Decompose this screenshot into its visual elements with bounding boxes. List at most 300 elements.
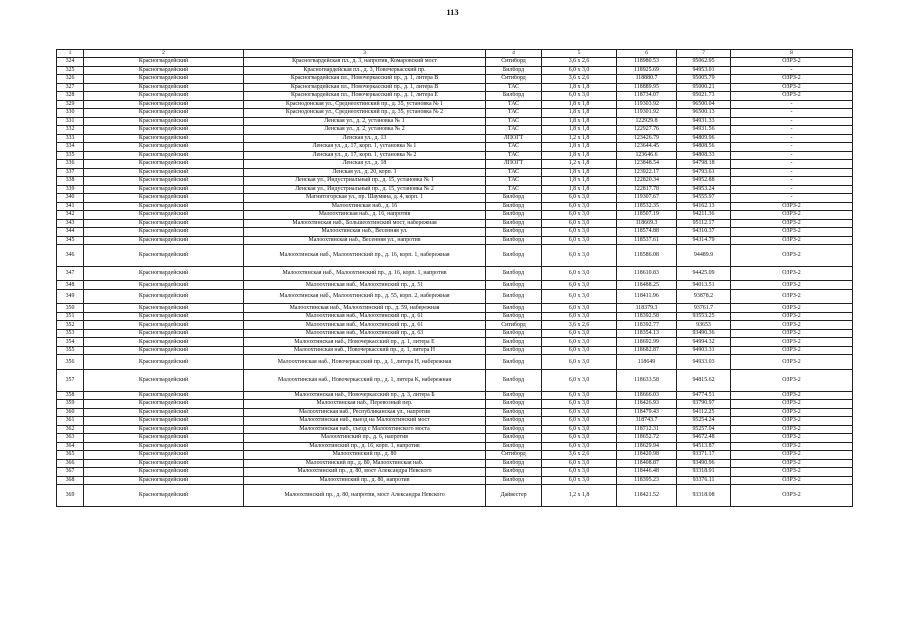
coordinate-x-cell: 118669.3 — [617, 219, 677, 228]
zone-cell: ОЗРЗ-2 — [731, 459, 853, 468]
row-number-cell: 353 — [57, 329, 84, 338]
district-cell: Красногвардейский — [84, 442, 244, 451]
structure-type-cell: Билборд — [486, 346, 542, 355]
zone-cell: ОЗРЗ-2 — [731, 417, 853, 426]
address-cell: Красногвардейская пл., Новочеркасский пр., д. 1, литера В — [244, 75, 486, 84]
address-cell: Малоохтинская наб., Перевозный пер. — [244, 400, 486, 409]
address-cell: Красногвардейская пл., Новочеркасский пр., д. 1, литера Е — [244, 92, 486, 101]
row-number-cell: 360 — [57, 408, 84, 417]
coordinate-y-cell: 94112.25 — [677, 408, 731, 417]
coordinate-y-cell: 94555.97 — [677, 194, 731, 203]
zone-cell: - — [731, 151, 853, 160]
zone-cell: ОЗРЗ-2 — [731, 92, 853, 101]
structure-type-cell: ТАС — [486, 151, 542, 160]
row-number-cell: 357 — [57, 370, 84, 392]
address-cell: Малоохтинская наб., д. 16 — [244, 202, 486, 211]
table-row — [57, 168, 853, 177]
zone-cell: ОЗРЗ-2 — [731, 355, 853, 370]
table-row — [57, 202, 853, 211]
address-cell: Краснодонская ул., Среднеохтинский пр., д. 35, установка № 1 — [244, 100, 486, 109]
district-cell: Красногвардейский — [84, 228, 244, 237]
coordinate-x-cell: 123922.17 — [617, 168, 677, 177]
address-cell: Малоохтинская наб., Весенняя ул., напротив — [244, 236, 486, 245]
zone-cell: ОЗРЗ-2 — [731, 476, 853, 485]
coordinate-y-cell: 96500.04 — [677, 100, 731, 109]
zone-cell: - — [731, 168, 853, 177]
size-cell: 6,0 х 3,0 — [542, 219, 617, 228]
coordinate-x-cell: 118392.58 — [617, 312, 677, 321]
district-cell: Красногвардейский — [84, 289, 244, 304]
district-cell: Красногвардейский — [84, 236, 244, 245]
coordinate-x-cell: 118980.53 — [617, 58, 677, 67]
district-cell: Красногвардейский — [84, 75, 244, 84]
coordinate-y-cell: 95021.73 — [677, 92, 731, 101]
zone-cell: ОЗРЗ-2 — [731, 219, 853, 228]
coordinate-x-cell: 118629.94 — [617, 442, 677, 451]
district-cell: Красногвардейский — [84, 83, 244, 92]
zone-cell: ОЗРЗ-2 — [731, 329, 853, 338]
size-cell: 1,2 х 1,8 — [542, 134, 617, 143]
district-cell: Красногвардейский — [84, 468, 244, 477]
coordinate-x-cell: 118682.87 — [617, 346, 677, 355]
zone-cell: - — [731, 194, 853, 203]
structure-type-cell: Билборд — [486, 355, 542, 370]
coordinate-y-cell: 93318.91 — [677, 468, 731, 477]
coordinate-x-cell: 118488.25 — [617, 281, 677, 290]
coordinate-x-cell: 118649 — [617, 355, 677, 370]
zone-cell: ОЗРЗ-2 — [731, 400, 853, 409]
row-number-cell: 358 — [57, 391, 84, 400]
address-cell: Малоохтинская наб., Малоохтинский пр., д. 55, корп. 2, набережная — [244, 289, 486, 304]
table-row — [57, 126, 853, 135]
coordinate-y-cell: 94808.33 — [677, 151, 731, 160]
structure-type-cell: ТАС — [486, 177, 542, 186]
row-number-cell: 348 — [57, 281, 84, 290]
district-cell: Красногвардейский — [84, 134, 244, 143]
size-cell: 6,0 х 3,0 — [542, 355, 617, 370]
column-header: 8 — [731, 50, 853, 58]
address-cell: Малоохтинская наб., Малоохтинский пр., д. 61 — [244, 321, 486, 330]
coordinate-x-cell: 118743.7 — [617, 417, 677, 426]
coordinate-y-cell: 94903.31 — [677, 346, 731, 355]
district-cell: Красногвардейский — [84, 177, 244, 186]
structure-type-cell: ТАС — [486, 117, 542, 126]
structure-type-cell: ТАС — [486, 109, 542, 118]
district-cell: Красногвардейский — [84, 417, 244, 426]
structure-type-cell: Билборд — [486, 391, 542, 400]
size-cell: 1,8 х 1,8 — [542, 143, 617, 152]
coordinate-x-cell: 118395.23 — [617, 476, 677, 485]
coordinate-x-cell: 118610.83 — [617, 266, 677, 281]
zone-cell: - — [731, 126, 853, 135]
table-row — [57, 425, 853, 434]
row-number-cell: 361 — [57, 417, 84, 426]
coordinate-y-cell: 93376.11 — [677, 476, 731, 485]
row-number-cell: 338 — [57, 177, 84, 186]
coordinate-y-cell: 94513.87 — [677, 442, 731, 451]
table-row — [57, 92, 853, 101]
row-number-cell: 336 — [57, 160, 84, 169]
coordinate-x-cell: 118392.77 — [617, 321, 677, 330]
structure-type-cell: Билборд — [486, 434, 542, 443]
size-cell: 1,2 х 1,8 — [542, 160, 617, 169]
district-cell: Красногвардейский — [84, 312, 244, 321]
table-row — [57, 289, 853, 304]
district-cell: Красногвардейский — [84, 370, 244, 392]
row-number-cell: 347 — [57, 266, 84, 281]
row-number-cell: 331 — [57, 117, 84, 126]
structure-type-cell: Билборд — [486, 289, 542, 304]
table-row — [57, 219, 853, 228]
row-number-cell: 365 — [57, 451, 84, 460]
zone-cell: - — [731, 66, 853, 75]
row-number-cell: 366 — [57, 459, 84, 468]
table-row — [57, 329, 853, 338]
coordinate-x-cell: 118666.03 — [617, 391, 677, 400]
table-row — [57, 476, 853, 485]
coordinate-x-cell: 118479.43 — [617, 408, 677, 417]
size-cell: 1,8 х 1,8 — [542, 177, 617, 186]
address-cell: Малоохтинский пр., д. 80, напротив, мост Александра Невского — [244, 485, 486, 507]
address-cell: Малоохтинская наб., Малоохтинский пр., д. 51 — [244, 281, 486, 290]
address-cell: Краснодонская ул., Среднеохтинский пр., д. 35, установка № 2 — [244, 109, 486, 118]
address-cell: Ленская ул., Индустриальный пр., д. 15, установка № 2 — [244, 185, 486, 194]
coordinate-y-cell: 94808.56 — [677, 143, 731, 152]
address-cell: Ленская ул., д. 17, корп. 1, установка № 2 — [244, 151, 486, 160]
address-cell: Малоохтинская наб., Малоохтинский пр., д. 16, корп. 1, напротив — [244, 266, 486, 281]
table-row — [57, 58, 853, 67]
row-number-cell: 345 — [57, 236, 84, 245]
table-row — [57, 75, 853, 84]
structure-type-cell: Ситиборд — [486, 451, 542, 460]
address-cell: Малоохтинская наб., Большеохтинский мост, набережная — [244, 219, 486, 228]
coordinate-y-cell: 93790.97 — [677, 400, 731, 409]
zone-cell: ОЗРЗ-2 — [731, 211, 853, 220]
table-row — [57, 211, 853, 220]
district-cell: Красногвардейский — [84, 211, 244, 220]
zone-cell: - — [731, 109, 853, 118]
coordinate-x-cell: 122927.76 — [617, 126, 677, 135]
size-cell: 6,0 х 3,0 — [542, 211, 617, 220]
zone-cell: - — [731, 134, 853, 143]
coordinate-y-cell: 94013.51 — [677, 281, 731, 290]
zone-cell: ОЗРЗ-2 — [731, 266, 853, 281]
table-row — [57, 408, 853, 417]
structure-type-cell: Билборд — [486, 202, 542, 211]
size-cell: 6,0 х 3,0 — [542, 66, 617, 75]
structure-type-cell: Билборд — [486, 468, 542, 477]
table-row — [57, 346, 853, 355]
structure-type-cell: ТАС — [486, 185, 542, 194]
table-row — [57, 434, 853, 443]
coordinate-x-cell: 118532.35 — [617, 202, 677, 211]
size-cell: 6,0 х 3,0 — [542, 476, 617, 485]
size-cell: 6,0 х 3,0 — [542, 194, 617, 203]
row-number-cell: 324 — [57, 58, 84, 67]
row-number-cell: 330 — [57, 109, 84, 118]
size-cell: 6,0 х 3,0 — [542, 442, 617, 451]
district-cell: Красногвардейский — [84, 400, 244, 409]
row-number-cell: 325 — [57, 66, 84, 75]
size-cell: 1,2 х 1,8 — [542, 485, 617, 507]
district-cell: Красногвардейский — [84, 92, 244, 101]
coordinate-x-cell: 118586.08 — [617, 245, 677, 267]
address-cell: Малоохтинская наб., Малоохтинский пр., д. 61 — [244, 312, 486, 321]
size-cell: 3,6 х 2,6 — [542, 451, 617, 460]
column-header: 1 — [57, 50, 84, 58]
address-cell: Ленская ул., д. 17, корп. 1, установка № 1 — [244, 143, 486, 152]
zone-cell: ОЗРЗ-2 — [731, 442, 853, 451]
district-cell: Красногвардейский — [84, 434, 244, 443]
zone-cell: - — [731, 160, 853, 169]
zone-cell: ОЗРЗ-2 — [731, 321, 853, 330]
address-cell: Ленская ул., Индустриальный пр., д. 15, установка № 1 — [244, 177, 486, 186]
structure-type-cell: Билборд — [486, 476, 542, 485]
row-number-cell: 368 — [57, 476, 84, 485]
coordinate-y-cell: 94994.32 — [677, 338, 731, 347]
row-number-cell: 333 — [57, 134, 84, 143]
table-row — [57, 442, 853, 451]
district-cell: Красногвардейский — [84, 100, 244, 109]
column-header: 6 — [617, 50, 677, 58]
address-cell: Малоохтинская наб., Малоохтинский пр., д. 16, корп. 1, набережная — [244, 245, 486, 267]
row-number-cell: 362 — [57, 425, 84, 434]
structure-type-cell: Билборд — [486, 408, 542, 417]
row-number-cell: 343 — [57, 219, 84, 228]
structure-type-cell: Билборд — [486, 329, 542, 338]
size-cell: 6,0 х 3,0 — [542, 202, 617, 211]
zone-cell: ОЗРЗ-2 — [731, 468, 853, 477]
row-number-cell: 328 — [57, 92, 84, 101]
size-cell: 6,0 х 3,0 — [542, 304, 617, 313]
district-cell: Красногвардейский — [84, 321, 244, 330]
district-cell: Красногвардейский — [84, 151, 244, 160]
structure-type-cell: Билборд — [486, 338, 542, 347]
district-cell: Красногвардейский — [84, 266, 244, 281]
address-cell: Малоохтинская наб., Новочеркасский пр., д. 1, литера Н, набережная — [244, 355, 486, 370]
row-number-cell: 369 — [57, 485, 84, 507]
zone-cell: ОЗРЗ-2 — [731, 281, 853, 290]
coordinate-y-cell: 96500.13 — [677, 109, 731, 118]
table-row — [57, 266, 853, 281]
size-cell: 3,6 х 2,6 — [542, 321, 617, 330]
structure-type-cell: ТАС — [486, 143, 542, 152]
coordinate-y-cell: 94162.13 — [677, 202, 731, 211]
register-table — [56, 49, 853, 507]
table-row — [57, 160, 853, 169]
row-number-cell: 351 — [57, 312, 84, 321]
address-cell: Магнитогорская ул., пр. Шаумяна, д. 4, корп. 1 — [244, 194, 486, 203]
table-row — [57, 391, 853, 400]
size-cell: 6,0 х 3,0 — [542, 228, 617, 237]
size-cell: 6,0 х 3,0 — [542, 312, 617, 321]
size-cell: 6,0 х 3,0 — [542, 370, 617, 392]
district-cell: Красногвардейский — [84, 391, 244, 400]
size-cell: 6,0 х 3,0 — [542, 245, 617, 267]
table-row — [57, 417, 853, 426]
zone-cell: ОЗРЗ-2 — [731, 304, 853, 313]
coordinate-x-cell: 118652.72 — [617, 434, 677, 443]
structure-type-cell: Билборд — [486, 281, 542, 290]
table-row — [57, 281, 853, 290]
size-cell: 6,0 х 3,0 — [542, 417, 617, 426]
structure-type-cell: Ситиборд — [486, 58, 542, 67]
size-cell: 3,6 х 2,6 — [542, 58, 617, 67]
address-cell: Малоохтинский пр., д. 80, мост Александра Невского — [244, 468, 486, 477]
coordinate-x-cell: 118712.31 — [617, 425, 677, 434]
table-row — [57, 245, 853, 267]
district-cell: Красногвардейский — [84, 66, 244, 75]
table-row — [57, 177, 853, 186]
page-number: 113 — [446, 7, 459, 17]
district-cell: Красногвардейский — [84, 117, 244, 126]
structure-type-cell: Билборд — [486, 304, 542, 313]
coordinate-y-cell: 95112.17 — [677, 219, 731, 228]
table-row — [57, 228, 853, 237]
coordinate-y-cell: 94931.56 — [677, 126, 731, 135]
district-cell: Красногвардейский — [84, 408, 244, 417]
table-row — [57, 400, 853, 409]
zone-cell: ОЗРЗ-2 — [731, 202, 853, 211]
table-row — [57, 117, 853, 126]
table-row — [57, 236, 853, 245]
zone-cell: ОЗРЗ-2 — [731, 485, 853, 507]
table-header-row — [57, 50, 853, 58]
table-row — [57, 143, 853, 152]
district-cell: Красногвардейский — [84, 425, 244, 434]
size-cell: 6,0 х 3,0 — [542, 266, 617, 281]
coordinate-x-cell: 123426.79 — [617, 134, 677, 143]
column-header: 7 — [677, 50, 731, 58]
address-cell: Малоохтинский пр., д. 80, напротив — [244, 476, 486, 485]
size-cell: 6,0 х 3,0 — [542, 400, 617, 409]
size-cell: 1,8 х 1,8 — [542, 109, 617, 118]
address-cell: Ленская ул., д. 2, установка № 1 — [244, 117, 486, 126]
district-cell: Красногвардейский — [84, 219, 244, 228]
row-number-cell: 341 — [57, 202, 84, 211]
coordinate-x-cell: 122929.8 — [617, 117, 677, 126]
coordinate-x-cell: 118889.95 — [617, 83, 677, 92]
coordinate-x-cell: 118574.88 — [617, 228, 677, 237]
structure-type-cell: Билборд — [486, 236, 542, 245]
row-number-cell: 334 — [57, 143, 84, 152]
zone-cell: - — [731, 117, 853, 126]
coordinate-x-cell: 118408.87 — [617, 459, 677, 468]
size-cell: 6,0 х 3,0 — [542, 408, 617, 417]
coordinate-x-cell: 118420.98 — [617, 451, 677, 460]
coordinate-y-cell: 94314.79 — [677, 236, 731, 245]
row-number-cell: 342 — [57, 211, 84, 220]
coordinate-x-cell: 122817.78 — [617, 185, 677, 194]
row-number-cell: 340 — [57, 194, 84, 203]
address-cell: Малоохтинская наб., Республиканская ул., напротив — [244, 408, 486, 417]
size-cell: 1,8 х 1,8 — [542, 168, 617, 177]
coordinate-y-cell: 93761.7 — [677, 304, 731, 313]
district-cell: Красногвардейский — [84, 185, 244, 194]
zone-cell: ОЗРЗ-2 — [731, 346, 853, 355]
district-cell: Красногвардейский — [84, 304, 244, 313]
address-cell: Ленская ул., д. 20, корп. 1 — [244, 168, 486, 177]
zone-cell: ОЗРЗ-2 — [731, 391, 853, 400]
table-row — [57, 370, 853, 392]
zone-cell: ОЗРЗ-2 — [731, 58, 853, 67]
coordinate-y-cell: 93490.96 — [677, 459, 731, 468]
coordinate-y-cell: 94672.48 — [677, 434, 731, 443]
coordinate-y-cell: 93653 — [677, 321, 731, 330]
size-cell: 6,0 х 3,0 — [542, 329, 617, 338]
structure-type-cell: Билборд — [486, 245, 542, 267]
zone-cell: - — [731, 100, 853, 109]
structure-type-cell: Ситиборд — [486, 75, 542, 84]
district-cell: Красногвардейский — [84, 476, 244, 485]
size-cell: 6,0 х 3,0 — [542, 434, 617, 443]
structure-type-cell: ТАС — [486, 83, 542, 92]
structure-type-cell: Билборд — [486, 312, 542, 321]
column-header: 3 — [244, 50, 486, 58]
column-header: 5 — [542, 50, 617, 58]
coordinate-x-cell: 118734.07 — [617, 92, 677, 101]
address-cell: Малоохтинская наб., Новочеркасский пр., д. 3, литера Б — [244, 391, 486, 400]
row-number-cell: 326 — [57, 75, 84, 84]
coordinate-x-cell: 118633.58 — [617, 370, 677, 392]
coordinate-y-cell: 94933.03 — [677, 355, 731, 370]
coordinate-y-cell: 95062.95 — [677, 58, 731, 67]
coordinate-y-cell: 94798.18 — [677, 160, 731, 169]
row-number-cell: 367 — [57, 468, 84, 477]
coordinate-y-cell: 94425.09 — [677, 266, 731, 281]
district-cell: Красногвардейский — [84, 355, 244, 370]
table-row — [57, 355, 853, 370]
structure-type-cell: Билборд — [486, 219, 542, 228]
structure-type-cell: ЛПОГТ — [486, 134, 542, 143]
zone-cell: ОЗРЗ-2 — [731, 434, 853, 443]
coordinate-x-cell: 118379.3 — [617, 304, 677, 313]
address-cell: Малоохтинская наб., Новочеркасский пр., д. 1, литера Н — [244, 346, 486, 355]
coordinate-y-cell: 95257.04 — [677, 425, 731, 434]
structure-type-cell: ТАС — [486, 126, 542, 135]
zone-cell: ОЗРЗ-2 — [731, 425, 853, 434]
coordinate-y-cell: 95005.79 — [677, 75, 731, 84]
structure-type-cell: ЛПОГТ — [486, 160, 542, 169]
coordinate-y-cell: 95000.21 — [677, 83, 731, 92]
structure-type-cell: Билборд — [486, 425, 542, 434]
address-cell: Ленская ул., д. 13 — [244, 134, 486, 143]
table-body — [57, 58, 853, 507]
size-cell: 6,0 х 3,0 — [542, 346, 617, 355]
coordinate-x-cell: 118354.13 — [617, 329, 677, 338]
size-cell: 6,0 х 3,0 — [542, 459, 617, 468]
district-cell: Красногвардейский — [84, 485, 244, 507]
structure-type-cell: Билборд — [486, 92, 542, 101]
column-header: 2 — [84, 50, 244, 58]
table-row — [57, 109, 853, 118]
table-row — [57, 66, 853, 75]
address-cell: Ленская ул., д. 2, установка № 2 — [244, 126, 486, 135]
size-cell: 1,8 х 1,8 — [542, 100, 617, 109]
district-cell: Красногвардейский — [84, 281, 244, 290]
row-number-cell: 356 — [57, 355, 84, 370]
address-cell: Малоохтинская наб., Новочеркасский пр., д. 1, литера К, набережная — [244, 370, 486, 392]
district-cell: Красногвардейский — [84, 245, 244, 267]
structure-type-cell: Билборд — [486, 228, 542, 237]
table-row — [57, 451, 853, 460]
structure-type-cell: Билборд — [486, 66, 542, 75]
district-cell: Красногвардейский — [84, 338, 244, 347]
zone-cell: ОЗРЗ-2 — [731, 408, 853, 417]
address-cell: Малоохтинская наб., съезд с Малоохтинского моста — [244, 425, 486, 434]
district-cell: Красногвардейский — [84, 202, 244, 211]
row-number-cell: 354 — [57, 338, 84, 347]
